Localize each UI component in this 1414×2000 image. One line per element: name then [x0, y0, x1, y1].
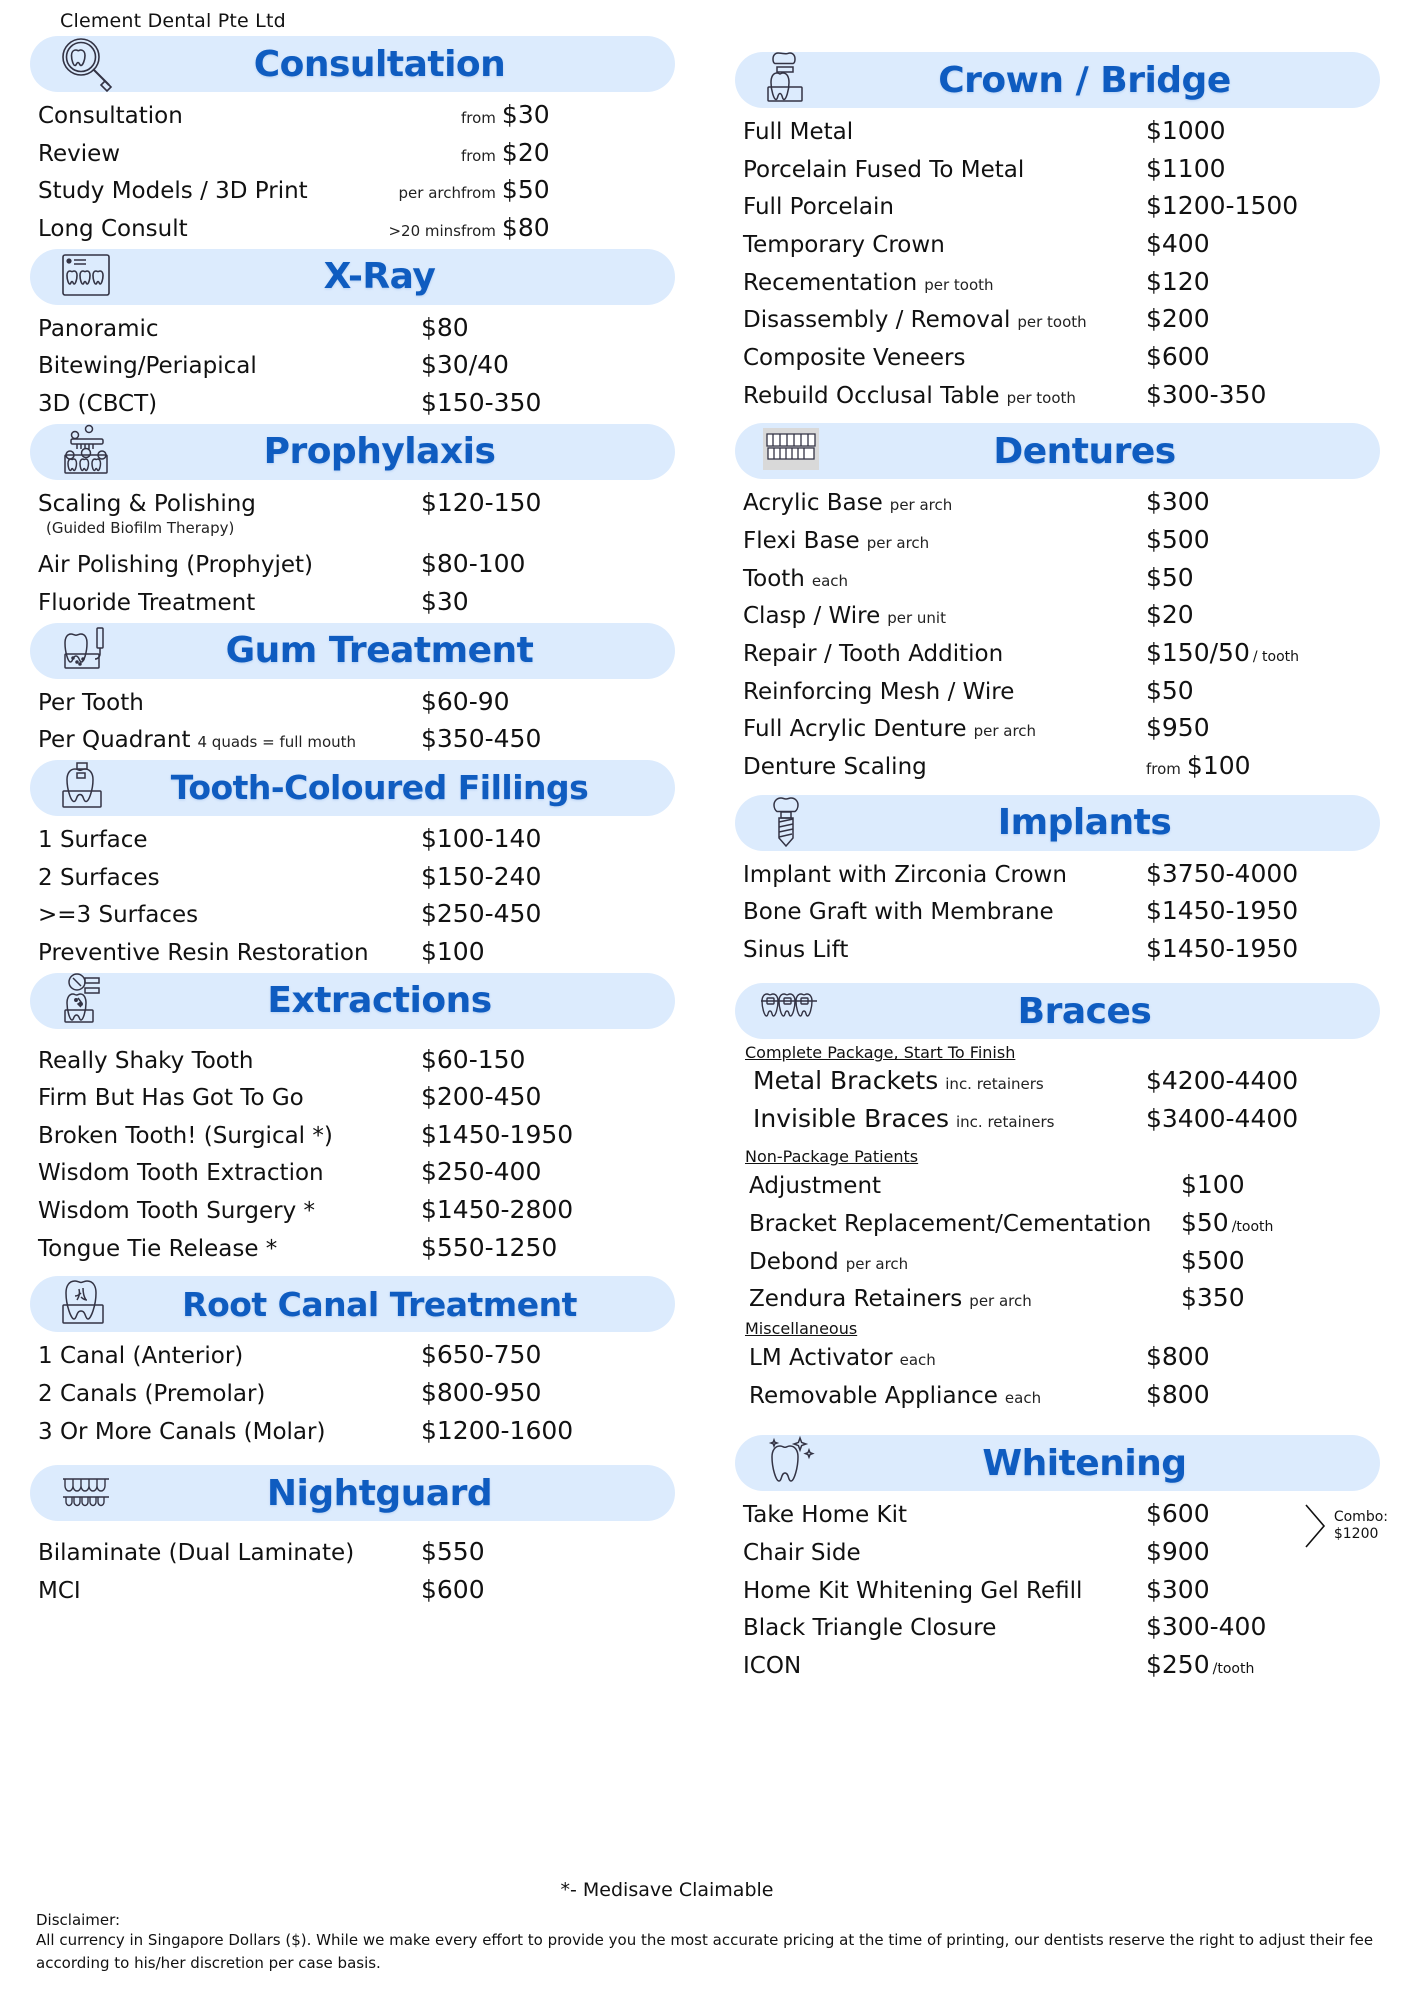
toothbrush-cleaning-icon [52, 416, 120, 484]
item-label: MCI [38, 1578, 81, 1605]
item-price: $250 [1146, 1650, 1210, 1680]
item-price: $60-150 [421, 1044, 526, 1074]
combo-price: $1200 [1333, 1526, 1379, 1543]
right-column [735, 36, 1388, 1686]
clinic-name: Clement Dental Pte Ltd [60, 10, 286, 32]
price-row [743, 483, 1376, 521]
section-title: Crown / Bridge [938, 59, 1231, 101]
item-qualifier: per unit [887, 609, 946, 628]
item-price: $600 [1146, 341, 1210, 371]
item-price: $3400-4400 [1146, 1103, 1299, 1133]
price-row [749, 1376, 1376, 1414]
section-consultation [30, 36, 675, 247]
item-price: $550 [421, 1537, 485, 1567]
section-dentures [735, 415, 1380, 784]
item-price: $100 [1181, 1170, 1245, 1200]
item-qualifier: >20 mins [388, 221, 461, 240]
item-label: Temporary Crown [743, 231, 945, 258]
item-label: Sinus Lift [743, 936, 849, 963]
section-title: Dentures [993, 430, 1176, 472]
section-implants [735, 787, 1380, 968]
item-label: Composite Veneers [743, 344, 966, 371]
price-row [743, 521, 1376, 559]
price-row [38, 1374, 671, 1412]
item-label: Chair Side [743, 1540, 861, 1567]
item-label: Zendura Retainers [749, 1286, 963, 1313]
item-label: 3D (CBCT) [38, 390, 158, 417]
filled-tooth-icon [52, 752, 120, 820]
section-header-consultation [30, 36, 675, 92]
item-label: Wisdom Tooth Surgery * [38, 1198, 316, 1225]
item-label: Bilaminate (Dual Laminate) [38, 1540, 355, 1567]
item-label: Denture Scaling [743, 753, 927, 780]
price-row [749, 1338, 1376, 1376]
item-price: $950 [1146, 713, 1210, 743]
item-label: Reinforcing Mesh / Wire [743, 678, 1015, 705]
price-row [38, 134, 671, 172]
price-row [743, 892, 1376, 930]
price-row [38, 583, 671, 621]
item-price: $300 [1146, 487, 1210, 517]
row-list [30, 1533, 675, 1608]
item-price: $50 [1181, 1208, 1229, 1238]
section-tooth-coloured-fillings [30, 760, 675, 971]
item-price: $150-240 [421, 861, 542, 891]
two-column-layout [30, 36, 1388, 1686]
item-price: $1200-1500 [1146, 191, 1299, 221]
item-price: $1450-1950 [1146, 933, 1299, 963]
sparkle-tooth-icon [757, 1427, 825, 1495]
item-label: 2 Canals (Premolar) [38, 1381, 266, 1408]
section-header-root-canal-treatment [30, 1276, 675, 1332]
item-price: $80-100 [421, 549, 526, 579]
implant-screw-icon [757, 787, 825, 855]
item-label: Debond [749, 1248, 839, 1275]
item-price: $50 [1146, 675, 1194, 705]
item-label: Scaling & Polishing [38, 490, 256, 517]
section-header-xray [30, 249, 675, 305]
item-label: Bracket Replacement/Cementation [749, 1211, 1152, 1238]
price-row [38, 1533, 671, 1571]
item-label: Implant with Zirconia Crown [743, 861, 1067, 888]
price-row [743, 376, 1376, 414]
section-header-dentures [735, 423, 1380, 479]
price-row [38, 1336, 671, 1374]
item-qualifier: per arch [973, 722, 1037, 741]
item-label: Metal Brackets [753, 1066, 939, 1096]
price-row [38, 484, 671, 522]
item-price: $300 [1146, 1574, 1210, 1604]
whitening-combo-annotation [1304, 1503, 1388, 1549]
price-row [743, 1062, 1376, 1100]
item-label: >=3 Surfaces [38, 902, 199, 929]
item-price: $200-450 [421, 1082, 542, 1112]
item-label: Home Kit Whitening Gel Refill [743, 1577, 1083, 1604]
section-header-extractions [30, 973, 675, 1029]
item-label: Preventive Resin Restoration [38, 939, 369, 966]
section-header-implants [735, 795, 1380, 851]
item-label: Full Metal [743, 119, 854, 145]
item-label: Panoramic [38, 315, 159, 342]
section-braces [735, 969, 1380, 1413]
item-price: $100-140 [421, 823, 542, 853]
item-price: $250-450 [421, 899, 542, 929]
item-label: Study Models / 3D Print [38, 178, 308, 205]
item-price: $80 [421, 312, 469, 342]
section-title: Braces [1017, 990, 1152, 1032]
item-price: $800 [1146, 1379, 1210, 1409]
price-row [38, 171, 671, 209]
item-price: $150/50 [1146, 637, 1250, 667]
price-row [38, 858, 671, 896]
item-qualifier: each [1004, 1388, 1042, 1407]
item-price: $80 [501, 212, 550, 242]
item-price: $1450-1950 [421, 1119, 574, 1149]
price-unit: / tooth [1252, 648, 1300, 665]
from-label: from [461, 146, 496, 165]
item-qualifier: per arch [889, 496, 953, 515]
price-row [743, 1571, 1376, 1609]
from-label: from [461, 109, 496, 127]
item-label: Recementation [743, 269, 918, 296]
section-nightguard [30, 1451, 675, 1608]
section-title: Whitening [982, 1442, 1187, 1484]
item-qualifier: each [899, 1351, 936, 1370]
item-label: ICON [743, 1653, 802, 1680]
price-row [749, 1166, 1376, 1204]
section-header-nightguard [30, 1465, 675, 1521]
braces-nonpackage-subheading: Non-Package Patients [745, 1147, 919, 1167]
price-row [38, 1116, 671, 1154]
disclaimer-title: Disclaimer: [36, 1911, 121, 1929]
denture-teeth-icon [757, 415, 825, 483]
price-row [743, 596, 1376, 634]
price-row [38, 720, 671, 758]
price-row [743, 187, 1376, 225]
item-label: Full Acrylic Denture [743, 716, 967, 743]
row-list-nonpackage [735, 1166, 1380, 1317]
price-row [38, 933, 671, 971]
price-row [38, 545, 671, 583]
row-list [30, 484, 675, 621]
item-price: $150-350 [421, 387, 542, 417]
price-row [749, 1242, 1376, 1280]
price-row [38, 1412, 671, 1450]
item-label: Firm But Has Got To Go [38, 1085, 304, 1112]
item-label: Flexi Base [743, 527, 860, 554]
item-price: $600 [421, 1575, 485, 1605]
item-label: Acrylic Base [743, 490, 883, 517]
item-price: $300-400 [1146, 1612, 1267, 1642]
price-row [743, 300, 1376, 338]
section-crown-bridge [735, 52, 1380, 413]
row-list [30, 683, 675, 758]
item-label: Take Home Kit [743, 1502, 908, 1529]
item-label: Air Polishing (Prophyjet) [38, 552, 314, 579]
item-label: Really Shaky Tooth [38, 1047, 254, 1074]
row-list-misc [735, 1338, 1380, 1413]
item-label: Disassembly / Removal [743, 307, 1011, 334]
item-qualifier: per tooth [1006, 388, 1076, 407]
section-header-braces [735, 983, 1380, 1039]
item-label: 1 Canal (Anterior) [38, 1343, 244, 1370]
item-price: $350-450 [421, 724, 542, 754]
row-list [30, 1041, 675, 1267]
price-row [749, 1204, 1376, 1242]
item-label: Adjustment [749, 1173, 882, 1200]
price-row [38, 384, 671, 422]
left-column [30, 36, 675, 1611]
item-qualifier: inc. retainers [945, 1075, 1044, 1094]
price-unit: /tooth [1212, 1661, 1255, 1678]
section-title: Extractions [267, 980, 492, 1021]
braces-package-subheading: Complete Package, Start To Finish [745, 1043, 1016, 1063]
item-label: Tooth [743, 565, 805, 592]
section-root-canal-treatment [30, 1268, 675, 1449]
item-label: Porcelain Fused To Metal [743, 156, 1025, 183]
item-price: $1450-1950 [1146, 896, 1299, 926]
section-title: Tooth-Coloured Fillings [170, 768, 589, 808]
gum-probe-icon [52, 615, 120, 683]
combo-bracket-icon [1304, 1503, 1330, 1549]
section-header-gum-treatment [30, 623, 675, 679]
price-row [38, 820, 671, 858]
item-label: Tongue Tie Release * [38, 1235, 278, 1262]
price-row [743, 1495, 1376, 1533]
row-list-package [735, 1062, 1380, 1137]
item-price: $100 [1186, 750, 1251, 780]
item-price: $120 [1146, 266, 1210, 296]
item-label: Clasp / Wire [743, 603, 881, 630]
item-price: $250-400 [421, 1157, 542, 1187]
price-row [38, 895, 671, 933]
item-price: $800-950 [421, 1378, 542, 1408]
item-note: (Guided Biofilm Therapy) [46, 519, 235, 538]
price-row [38, 683, 671, 721]
item-label: Review [38, 140, 121, 167]
item-price: $30 [421, 586, 469, 616]
item-label: Fluoride Treatment [38, 589, 256, 616]
price-row [38, 1041, 671, 1079]
price-row [38, 1078, 671, 1116]
row-list [735, 112, 1380, 413]
section-title: Gum Treatment [225, 630, 534, 672]
price-row [743, 1533, 1376, 1571]
xray-film-icon [52, 241, 120, 309]
item-price: $500 [1181, 1245, 1245, 1275]
price-row [743, 930, 1376, 968]
item-price: $20 [501, 137, 550, 167]
price-row [743, 112, 1376, 150]
section-title: Implants [997, 802, 1172, 843]
item-label: Full Porcelain [743, 194, 894, 221]
section-header-crown-bridge [735, 52, 1380, 108]
item-qualifier: 4 quads = full mouth [197, 733, 357, 752]
price-row [38, 1571, 671, 1609]
price-row [743, 150, 1376, 188]
item-price: $1200-1600 [421, 1415, 574, 1445]
section-xray [30, 249, 675, 422]
from-label: from [461, 184, 496, 203]
price-row [743, 747, 1376, 785]
price-row [743, 225, 1376, 263]
root-canal-tooth-icon [52, 1268, 120, 1336]
price-unit: /tooth [1231, 1219, 1274, 1236]
magnifier-tooth-icon [52, 28, 120, 96]
row-list [735, 1495, 1388, 1683]
item-price: $400 [1146, 228, 1210, 258]
item-price: $120-150 [421, 487, 542, 517]
price-row [743, 672, 1376, 710]
section-title: Prophylaxis [263, 431, 496, 473]
item-label: Bitewing/Periapical [38, 353, 257, 380]
item-price: $300-350 [1146, 379, 1267, 409]
section-gum-treatment [30, 623, 675, 758]
price-row [38, 346, 671, 384]
price-row [743, 559, 1376, 597]
section-header-tooth-coloured-fillings [30, 760, 675, 816]
item-price: $1100 [1146, 153, 1226, 183]
item-label: Broken Tooth! (Surgical *) [38, 1122, 333, 1149]
price-row [38, 1191, 671, 1229]
row-list [30, 96, 675, 247]
item-qualifier: per arch [398, 184, 461, 203]
section-prophylaxis [30, 424, 675, 621]
price-row [743, 855, 1376, 893]
nightguard-teeth-icon [52, 1457, 120, 1525]
item-price: $3750-4000 [1146, 858, 1299, 888]
item-price: $4200-4400 [1146, 1066, 1299, 1096]
item-price: $100 [421, 936, 485, 966]
section-header-prophylaxis [30, 424, 675, 480]
item-price: $350 [1181, 1283, 1245, 1313]
price-row [743, 263, 1376, 301]
from-label: from [461, 221, 496, 240]
item-label: Per Quadrant [38, 727, 191, 754]
section-extractions [30, 973, 675, 1267]
price-row [38, 309, 671, 347]
price-row [38, 1229, 671, 1267]
item-price: $650-750 [421, 1340, 542, 1370]
item-qualifier: per tooth [1017, 313, 1087, 332]
item-price: $800 [1146, 1342, 1210, 1372]
price-row [743, 1100, 1376, 1138]
price-row [749, 1279, 1376, 1317]
section-whitening [735, 1415, 1388, 1683]
braces-teeth-icon [757, 975, 825, 1043]
row-list [30, 820, 675, 971]
row-list [735, 483, 1380, 784]
row-list [30, 309, 675, 422]
item-label: 1 Surface [38, 826, 148, 853]
item-qualifier: inc. retainers [955, 1112, 1055, 1131]
from-label: from [1146, 759, 1181, 778]
item-label: Bone Graft with Membrane [743, 899, 1054, 926]
price-row [743, 1608, 1376, 1646]
medisave-note: *- Medisave Claimable [560, 1879, 774, 1901]
item-qualifier: each [811, 571, 849, 590]
item-label: Wisdom Tooth Extraction [38, 1160, 324, 1187]
row-list [30, 1336, 675, 1449]
item-price: $900 [1146, 1537, 1210, 1567]
item-qualifier: per arch [866, 533, 930, 552]
section-title: Nightguard [266, 1472, 493, 1514]
price-row [38, 1153, 671, 1191]
item-label: Per Tooth [38, 689, 144, 716]
item-price: $500 [1146, 524, 1210, 554]
forceps-tooth-icon [52, 965, 120, 1033]
item-label: Rebuild Occlusal Table [743, 382, 1000, 409]
item-price: $60-90 [421, 686, 510, 716]
item-qualifier: per tooth [924, 275, 994, 294]
item-price: $550-1250 [421, 1232, 558, 1262]
crown-tooth-icon [757, 44, 825, 112]
item-label: Long Consult [38, 215, 188, 242]
item-label: Removable Appliance [749, 1382, 998, 1409]
price-row [38, 209, 671, 247]
item-label: Consultation [38, 103, 183, 129]
item-price: $30 [501, 100, 550, 129]
item-qualifier: per arch [845, 1254, 909, 1273]
price-row [743, 634, 1376, 672]
row-list [735, 855, 1380, 968]
item-price: $1000 [1146, 116, 1226, 145]
item-label: Repair / Tooth Addition [743, 640, 1004, 667]
item-label: LM Activator [749, 1345, 893, 1372]
price-row [743, 338, 1376, 376]
price-row [743, 1646, 1376, 1684]
item-price: $1450-2800 [421, 1195, 574, 1225]
item-label: Black Triangle Closure [743, 1615, 997, 1642]
section-title: Consultation [253, 43, 506, 85]
item-label: 2 Surfaces [38, 864, 160, 891]
section-header-whitening [735, 1435, 1380, 1491]
footer [36, 1879, 1378, 1974]
price-row [38, 96, 671, 134]
item-price: $600 [1146, 1499, 1210, 1529]
item-price: $50 [501, 175, 550, 205]
combo-label: Combo: [1333, 1508, 1388, 1525]
section-title: Root Canal Treatment [182, 1284, 577, 1324]
item-price: $50 [1146, 562, 1194, 592]
section-title: X-Ray [323, 256, 436, 298]
braces-misc-subheading: Miscellaneous [745, 1319, 858, 1339]
item-label: 3 Or More Canals (Molar) [38, 1418, 326, 1445]
price-row [743, 709, 1376, 747]
item-price: $30/40 [421, 350, 509, 380]
disclaimer-body: All currency in Singapore Dollars ($). While we make every effort to provide you the most accurate pricing at the time of printing, our dentists reserve the right to adjust their fee according to his/her discretion per case basis. [36, 1931, 1374, 1972]
item-qualifier: per arch [969, 1292, 1032, 1311]
item-label: Invisible Braces [753, 1103, 949, 1133]
item-price: $200 [1146, 304, 1210, 334]
item-price: $20 [1146, 600, 1194, 630]
